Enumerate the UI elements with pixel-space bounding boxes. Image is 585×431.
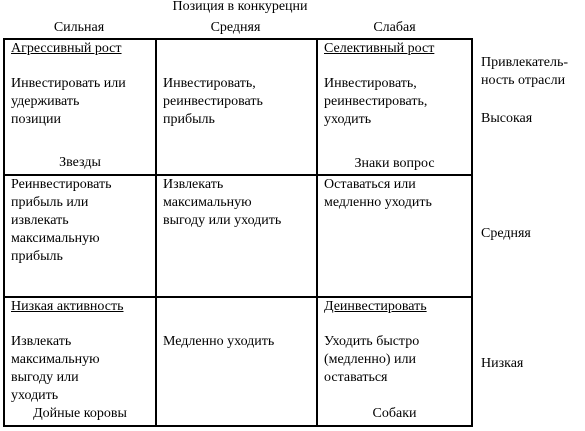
strategy-matrix [3,38,473,427]
cell-text: Медленно уходить [163,334,275,349]
cell-low-medium [157,298,316,425]
cell-low-weak [318,298,471,425]
row-label-medium: Средняя [481,226,531,241]
cell-text: Реинвестировать прибыль или извлекать максимальную прибыль [11,177,112,264]
cell-mid-strong [5,176,155,296]
cell-heading: Низкая активность [11,299,124,314]
cell-footer: Знаки вопрос [354,156,435,171]
column-header-medium: Средняя [210,20,261,35]
matrix-title: Позиция в конкурецни [172,0,308,14]
cell-high-weak [318,40,471,174]
row-label-low: Низкая [481,356,524,371]
cell-text: Инвестировать, реинвестировать прибыль [163,76,263,127]
cell-heading: Деинвестировать [324,299,427,314]
axis-label-attractiveness: Привлекатель- ность отрасли [481,55,569,88]
row-label-high: Высокая [481,111,533,126]
cell-text: Извлекать максимальную выгоду или уходить [11,334,100,403]
cell-low-strong [5,298,155,425]
cell-footer: Собаки [372,406,417,421]
cell-text: Уходить быстро (медленно) или оставаться [324,334,420,385]
cell-footer: Дойные коровы [33,406,127,421]
column-header-weak: Слабая [373,20,416,35]
cell-mid-medium [157,176,316,296]
column-header-strong: Сильная [53,20,105,35]
cell-text: Инвестировать, реинвестировать, уходить [324,76,428,127]
cell-footer: Звезды [59,155,101,170]
cell-mid-weak [318,176,471,296]
cell-heading: Селективный рост [324,41,435,56]
cell-heading: Агрессивный рост [11,41,122,56]
cell-text: Оставаться или медленно уходить [324,177,432,210]
cell-text: Инвестировать или удерживать позиции [11,76,126,127]
cell-high-medium [157,40,316,174]
cell-text: Извлекать максимальную выгоду или уходить [163,177,282,228]
cell-high-strong [5,40,155,174]
